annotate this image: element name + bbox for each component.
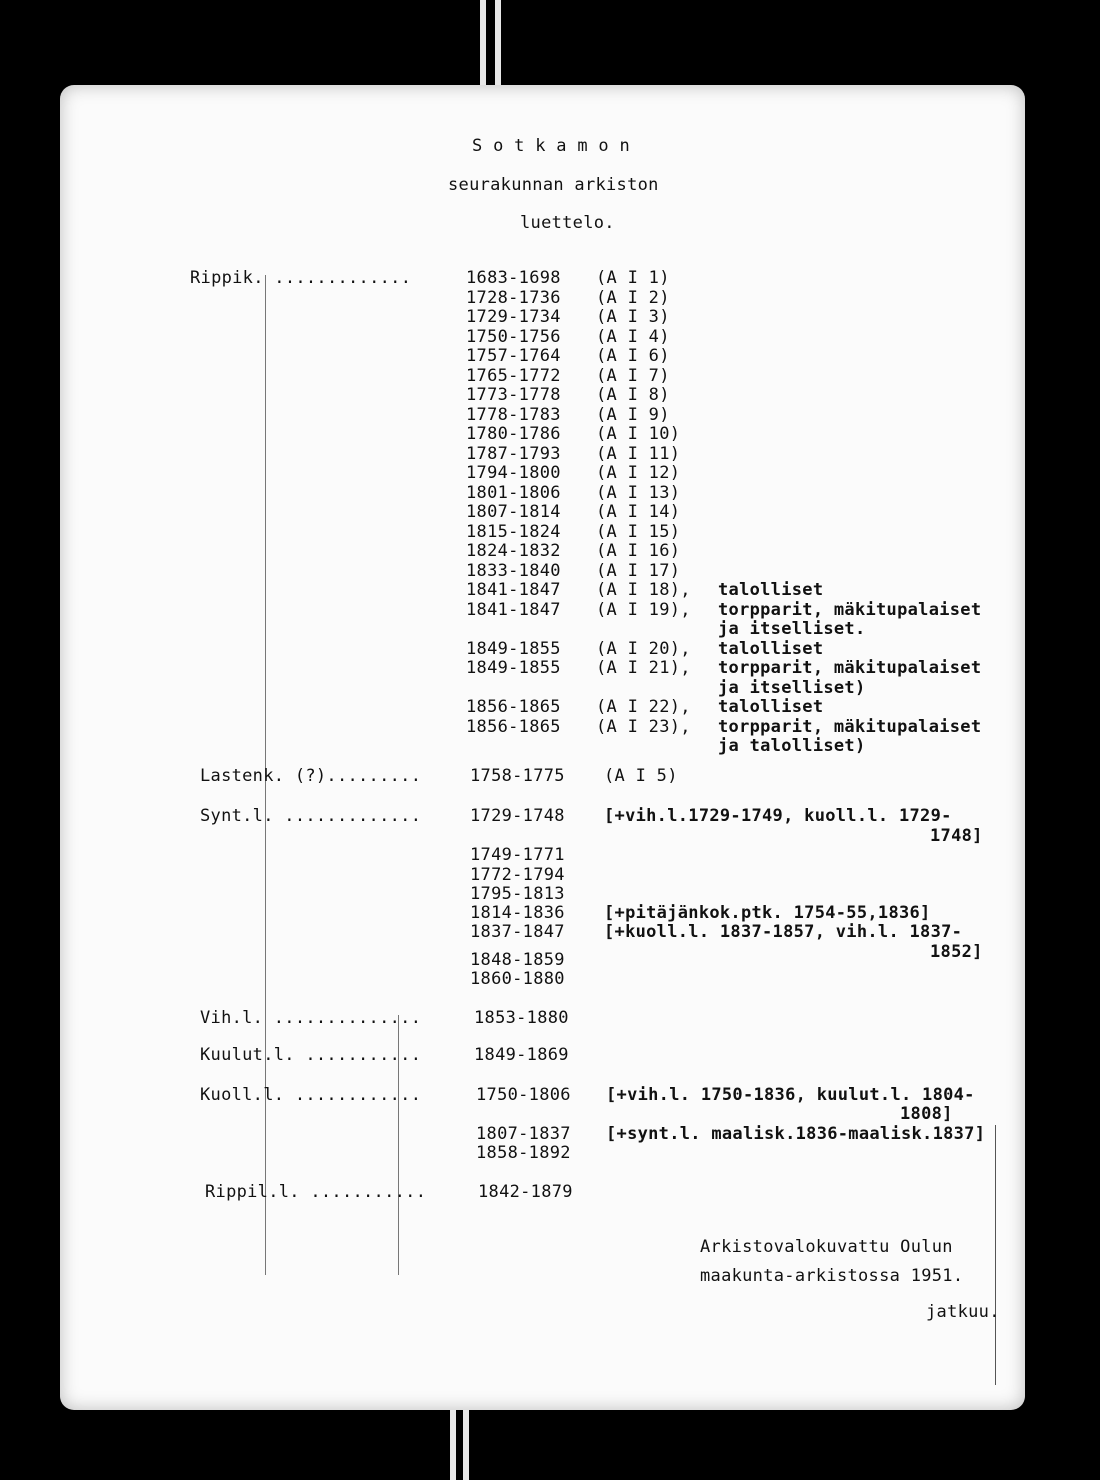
rippik-code: (A I 23), [596,716,691,737]
footer-line-1: Arkistovalokuvattu Oulun [700,1237,953,1257]
rippik-years: 1815-1824 [466,521,561,542]
page-title: S o t k a m o n [472,136,631,156]
kuoll-note: [+synt.l. maalisk.1836-maalisk.1837] [606,1124,986,1144]
rippik-code: (A I 18), [596,580,691,600]
rippil-years: 1842-1879 [478,1182,573,1202]
page-subtitle: seurakunnan arkiston [448,175,659,195]
film-edge-strip [463,1410,469,1480]
footer-line-2: maakunta-arkistossa 1951. [700,1266,964,1286]
rippik-code: (A I 2) [596,287,670,308]
label-kuoll: Kuoll.l. ............ [200,1085,422,1105]
synt-note: [+kuoll.l. 1837-1857, vih.l. 1837- [604,922,963,942]
rippik-code: (A I 16) [596,541,681,561]
rippik-code: (A I 13) [596,482,681,503]
rippik-code: (A I 14) [596,502,681,522]
rippik-years: 1807-1814 [466,502,561,522]
rippik-years: 1794-1800 [466,463,561,483]
rippik-note: talolliset [718,697,824,717]
lastenk-years: 1758-1775 [470,766,565,786]
kuoll-note: [+vih.l. 1750-1836, kuulut.l. 1804- [606,1085,975,1105]
label-kuulut: Kuulut.l. ........... [200,1045,422,1065]
rippik-code: (A I 10) [596,424,681,444]
synt-years: 1848-1859 [470,950,565,970]
rippik-years: 1849-1855 [466,638,561,659]
rippik-note: ja itselliset) [718,677,866,698]
rippik-code: (A I 6) [596,346,670,366]
rippik-code: (A I 17) [596,560,681,581]
rippik-note: ja talolliset) [718,736,866,756]
synt-years: 1749-1771 [470,845,565,865]
rippik-years: 1778-1783 [466,404,561,425]
synt-years: 1860-1880 [470,969,565,989]
rippik-code: (A I 9) [596,404,670,425]
rippik-years: 1787-1793 [466,443,561,464]
rippik-code: (A I 12) [596,463,681,483]
rippik-years: 1683-1698 [466,268,561,288]
synt-years: 1772-1794 [470,865,565,885]
rippik-code: (A I 11) [596,443,681,464]
kuoll-years: 1750-1806 [476,1085,571,1105]
rippik-code: (A I 19), [596,599,691,620]
label-rippik: Rippik. ............. [190,268,412,288]
rippik-note: torpparit, mäkitupalaiset [718,599,982,620]
rippik-code: (A I 15) [596,521,681,542]
rippik-years: 1841-1847 [466,599,561,620]
rippik-years: 1833-1840 [466,560,561,581]
label-rippil: Rippil.l. ........... [205,1182,427,1202]
synt-note: [+vih.l.1729-1749, kuoll.l. 1729- [604,806,952,826]
fold-line [995,1125,996,1385]
rippik-note: talolliset [718,580,824,600]
rippik-years: 1750-1756 [466,326,561,347]
synt-years: 1837-1847 [470,922,565,942]
label-synt: Synt.l. ............. [200,806,422,826]
kuoll-years: 1807-1837 [476,1124,571,1144]
rippik-years: 1841-1847 [466,580,561,600]
rippik-note: torpparit, mäkitupalaiset [718,658,982,678]
kuulut-years: 1849-1869 [474,1045,569,1065]
rippik-years: 1728-1736 [466,287,561,308]
rippik-years: 1773-1778 [466,385,561,405]
rippik-note: torpparit, mäkitupalaiset [718,716,982,737]
film-edge-strip [450,1410,456,1480]
rippik-years: 1856-1865 [466,697,561,717]
rippik-code: (A I 21), [596,658,691,678]
rippik-years: 1824-1832 [466,541,561,561]
synt-note: [+pitäjänkok.ptk. 1754-55,1836] [604,903,931,923]
continued-note: jatkuu. [926,1302,1000,1322]
rippik-code: (A I 3) [596,307,670,327]
rippik-years: 1729-1734 [466,307,561,327]
synt-years: 1729-1748 [470,806,565,826]
synt-years: 1814-1836 [470,903,565,923]
rippik-note: talolliset [718,638,824,659]
synt-years: 1795-1813 [470,884,565,904]
film-edge-strip [495,0,501,85]
film-edge-strip [480,0,486,85]
rippik-code: (A I 8) [596,385,670,405]
synt-note-cont: 1852] [930,942,983,962]
rippik-code: (A I 7) [596,365,670,386]
rippik-years: 1765-1772 [466,365,561,386]
rippik-years: 1780-1786 [466,424,561,444]
rippik-code: (A I 22), [596,697,691,717]
rippik-code: (A I 20), [596,638,691,659]
synt-note-cont: 1748] [930,826,983,846]
rippik-years: 1849-1855 [466,658,561,678]
kuoll-note-cont: 1808] [900,1104,953,1124]
label-lastenk: Lastenk. (?)......... [200,766,422,786]
vih-years: 1853-1880 [474,1008,569,1028]
kuoll-years: 1858-1892 [476,1143,571,1163]
rippik-years: 1856-1865 [466,716,561,737]
lastenk-code: (A I 5) [604,766,678,786]
rippik-code: (A I 4) [596,326,670,347]
page-subtitle-2: luettelo. [520,213,615,233]
rippik-note: ja itselliset. [718,619,866,639]
rippik-code: (A I 1) [596,268,670,288]
rippik-years: 1801-1806 [466,482,561,503]
rippik-years: 1757-1764 [466,346,561,366]
label-vih: Vih.l. .............. [200,1008,422,1028]
